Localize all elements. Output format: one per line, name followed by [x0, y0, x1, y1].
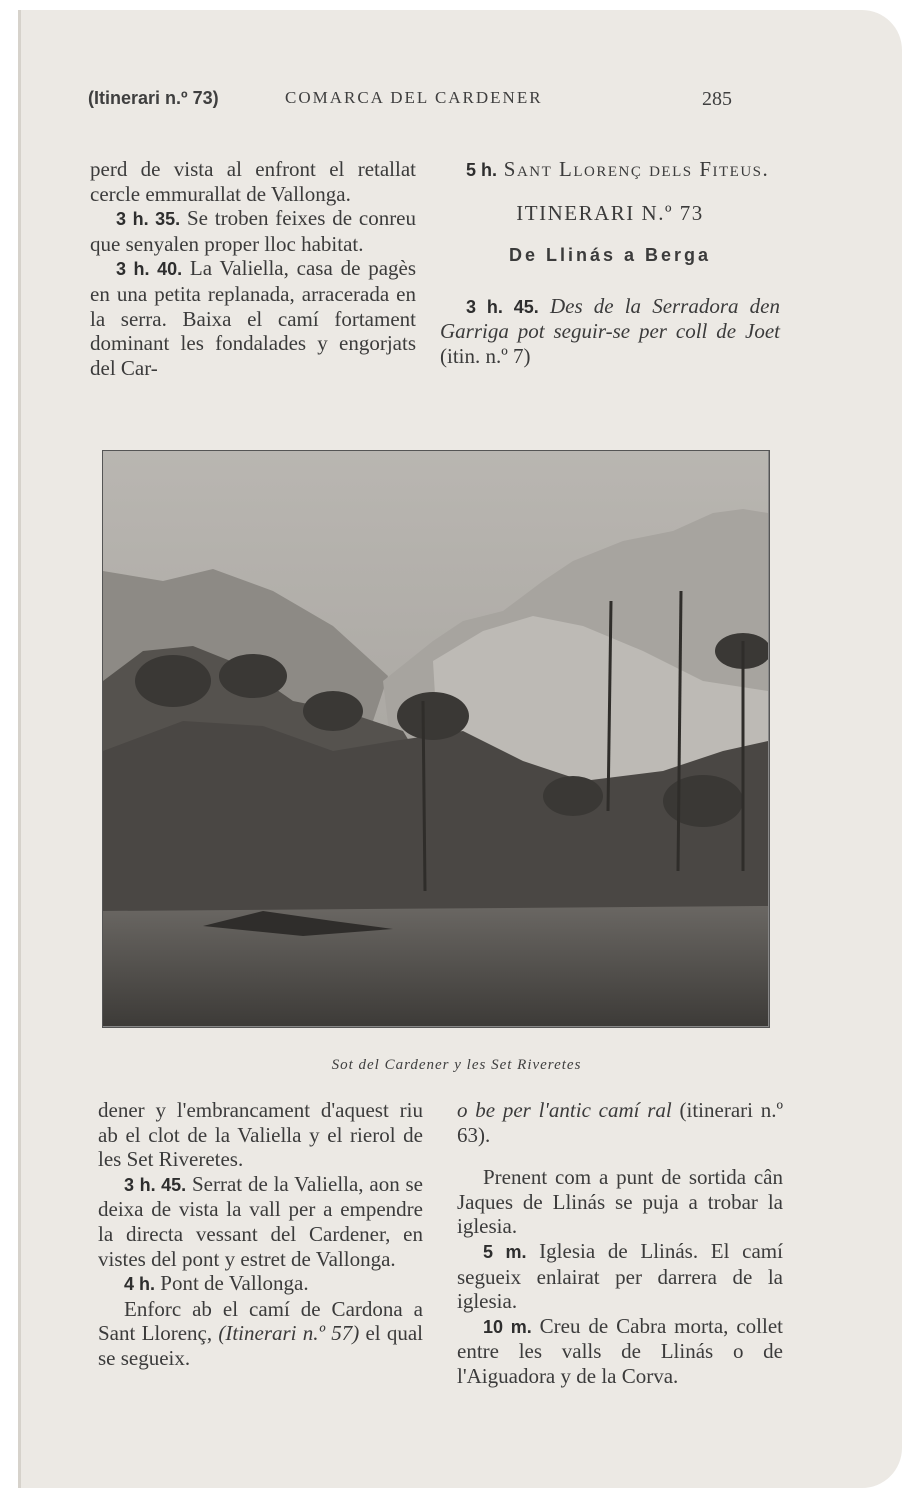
place-name: Sant Llorenç dels Fiteus.: [497, 157, 770, 181]
running-head: [0, 88, 913, 118]
paragraph: [98, 1297, 423, 1371]
paragraph: [90, 256, 416, 380]
header-section-title: COMARCA DEL CARDENER: [285, 88, 543, 107]
paragraph-gap: [457, 1147, 783, 1165]
paragraph-text: Pont de Vallonga.: [155, 1271, 309, 1296]
paragraph-text: Se troben feixes de conreu que senyalen proper lloc habitat.: [90, 206, 417, 256]
top-right-column: [440, 157, 780, 369]
landscape-photo: [102, 450, 770, 1028]
paragraph: [457, 1098, 783, 1147]
paragraph: [457, 1239, 783, 1314]
photo-caption: Sot del Cardener y les Set Riveretes: [331, 1057, 582, 1073]
paragraph-text: Iglesia de Llinás. El camí segueix enlairat per darrera de la iglesia.: [457, 1238, 783, 1314]
paragraph-text: Creu de Cabra morta, collet entre les valls de Llinás o de l'Aiguadora y de la Corva.: [457, 1313, 783, 1388]
route-heading: De Llinás a Berga: [508, 245, 712, 266]
time-marker: 3 h. 40.: [116, 259, 183, 280]
page-number: 285: [702, 88, 732, 110]
paragraph: perd de vista al enfront el retallat cercle emmurallat de Vallonga.: [90, 157, 416, 206]
paragraph-text: el qual se segueix.: [98, 1321, 423, 1370]
paragraph: Prenent com a punt de sortida cân Jaques de Llinás se puja a trobar la iglesia.: [457, 1165, 783, 1239]
paragraph: [440, 157, 780, 183]
paragraph-text: (itin. n.º 7): [440, 343, 531, 368]
italic-text: Des de la Serradora den Garriga pot seguir-se per coll de Joet: [440, 293, 780, 344]
header-itinerary-ref: (Itinerari n.º 73): [88, 88, 219, 108]
paragraph-text: La Valiella, casa de pagès en una petita replanada, arracerada en la serra. Baixa el camí fortament dominant les fondalades y engorjats del Car-: [90, 256, 417, 380]
paragraph-text: (itinerari n.º 63).: [457, 1098, 783, 1147]
paragraph: [457, 1314, 783, 1389]
paragraph: [440, 294, 780, 369]
time-marker: 4 h.: [124, 1274, 156, 1295]
time-marker: 3 h. 45.: [466, 296, 539, 317]
bottom-right-column: [457, 1098, 783, 1389]
paragraph: [98, 1172, 423, 1271]
time-marker: 10 m.: [483, 1316, 532, 1337]
time-marker: 5 m.: [483, 1241, 527, 1262]
top-left-column: [90, 157, 416, 380]
paragraph: [98, 1271, 423, 1297]
italic-text: (Itinerari n.º 57): [218, 1321, 360, 1346]
paragraph: dener y l'embrancament d'aquest riu ab el clot de la Valiella y el rierol de les Set Riveretes.: [98, 1098, 423, 1172]
bottom-left-column: [98, 1098, 423, 1371]
italic-text: o be per l'antic camí ral: [457, 1098, 672, 1122]
paragraph-text: Serrat de la Valiella, aon se deixa de vista la vall per a empendre la directa vessant del Cardener, en vistes del pont y estret de Vallonga.: [98, 1171, 423, 1271]
itinerary-heading: ITINERARI N.º 73: [516, 200, 704, 225]
photo-illustration: [103, 451, 768, 1026]
time-marker: 3 h. 45.: [124, 1174, 187, 1195]
paragraph-text: Enforc ab el camí de Cardona a Sant Llorenç,: [98, 1296, 423, 1346]
time-marker: 5 h.: [466, 160, 498, 180]
time-marker: 3 h. 35.: [116, 209, 181, 230]
paragraph: [90, 206, 416, 256]
